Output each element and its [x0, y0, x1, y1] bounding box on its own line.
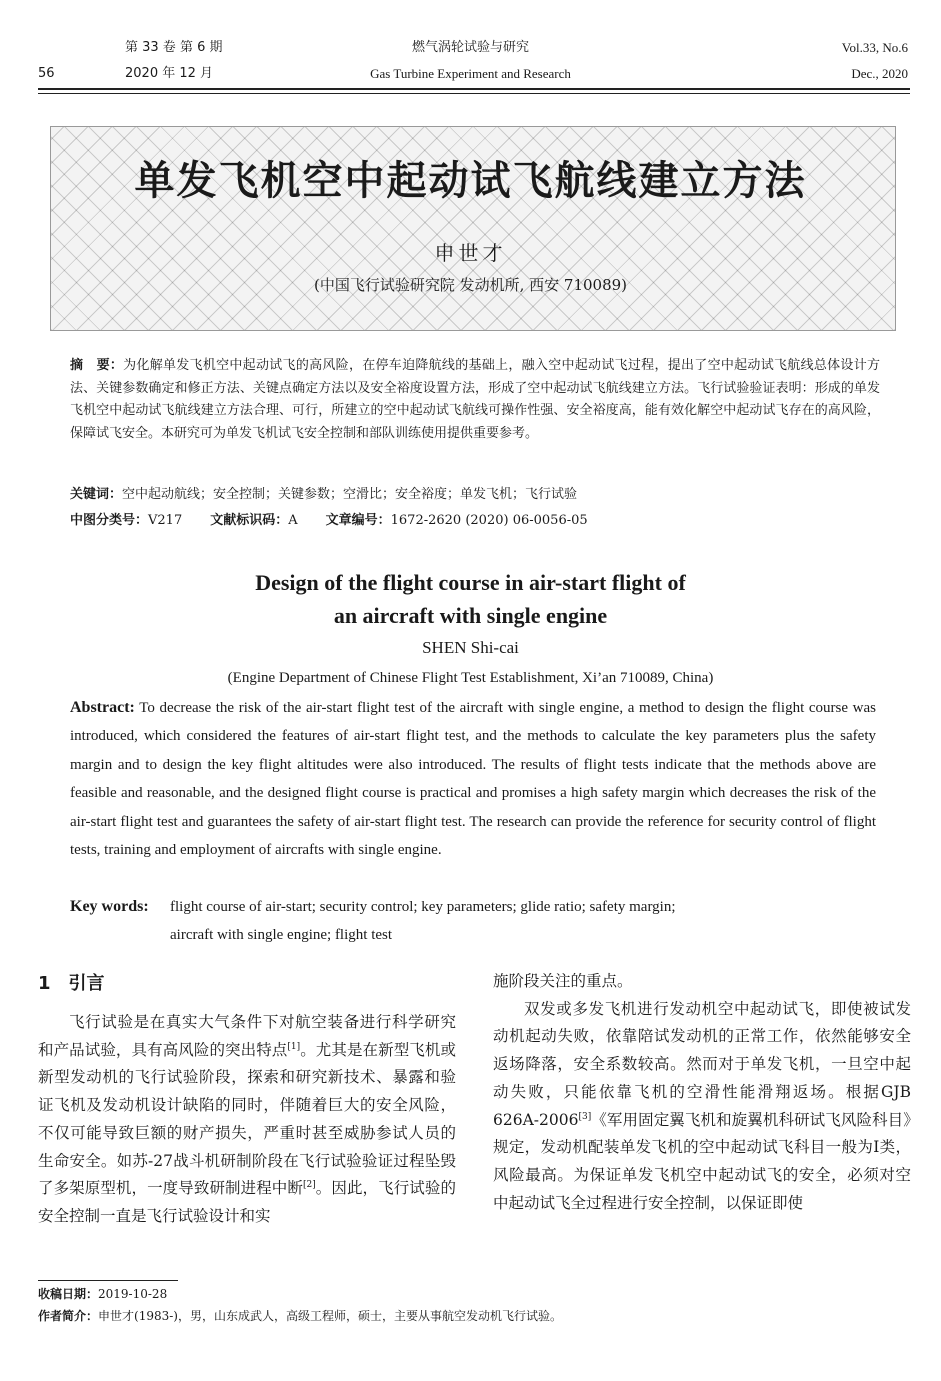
title-en — [0, 566, 941, 632]
abstract-cn-text: 为化解单发飞机空中起动试飞的高风险，在停车迫降航线的基础上，融入空中起动试飞过程，提出了空中起动试飞航线总体设计方法、关键参数确定和修正方法、关键点确定方法以及安全裕度设置方法，形成了空中起动试飞航线建立方法。飞行试验验证表明：形成的单发飞机空中起动试飞航线建立方法合理、可行，所建立的空中起动试飞航线可操作性强、安全裕度高，能有效化解空中起动试飞存在的高风险，保障试飞安全。本研究可为单发飞机试飞安全控制和部队训练使用提供重要参考。 — [70, 358, 880, 441]
body-column-right — [493, 968, 911, 1217]
clc-value: V217 — [148, 513, 183, 528]
keywords-en-label: Key words: — [70, 898, 149, 915]
title-cn: 单发飞机空中起动试飞航线建立方法 — [134, 158, 807, 204]
author-bio — [38, 1307, 562, 1325]
author-cn: 申世才 — [434, 241, 507, 265]
article-no-value: 1672-2620 (2020) 06-0056-05 — [390, 513, 588, 528]
abstract-en-text: To decrease the risk of the air-start flight test of the aircraft with single engine, a method to design the flight course was introduced, which considered the features of air-start flight test, and the methods to calculate the key parameters plus the safety margin and to design the key flight altitudes were also introduced. The results of flight tests indicate that the methods above are feasible and reasonable, and the designed flight course is practical and promises a high safety margin which decreases the risk of the air-start flight test and guarantees the safety of air-start flight test. The research can provide the reference for security control of flight tests, training and employment of aircrafts with single engine. — [70, 700, 876, 859]
paragraph — [493, 996, 911, 1218]
keywords-cn-text: 空中起动航线；安全控制；关键参数；空滑比；安全裕度；单发飞机；飞行试验 — [122, 487, 578, 502]
citation: [3] — [578, 1111, 592, 1122]
keywords-en-line2: aircraft with single engine; flight test — [170, 927, 393, 943]
date-cn: 2020 年 12 月 — [125, 66, 214, 81]
received-date — [38, 1285, 167, 1303]
page-number: 56 — [38, 66, 55, 81]
keywords-cn-label: 关键词： — [70, 487, 123, 502]
journal-name-cn: 燃气涡轮试验与研究 — [411, 40, 529, 55]
body-column-left — [38, 1009, 456, 1231]
keywords-cn — [70, 485, 880, 505]
paragraph-text: 双发或多发飞机进行发动机空中起动试飞，即使被试发动机起动失败，依靠陪试发动机的正常工作，依然能够安全返场降落，安全系数较高。然而对于单发飞机，一旦空中起动失败，只能依靠飞机的空滑性能滑翔返场。根据GJB 626A-2006 — [493, 999, 911, 1129]
article-no-label: 文章编号： — [325, 513, 391, 528]
clc-label: 中图分类号： — [70, 513, 149, 528]
classification-line — [70, 511, 880, 531]
affiliation-cn: (中国飞行试验研究院 发动机所, 西安 710089) — [313, 276, 628, 294]
header-rule-thin — [38, 93, 910, 94]
bio-text: 申世才(1983-)，男，山东成武人，高级工程师，硕士，主要从事航空发动机飞行试验。 — [98, 1309, 562, 1323]
paragraph — [38, 1009, 456, 1231]
section-1-title: 1 引言 — [38, 973, 105, 994]
header-rule-thick — [38, 88, 910, 90]
paragraph-text: 《军用固定翼飞机和旋翼机科研试飞风险科目》规定，发动机配装单发飞机的空中起动试飞科目一般为Ⅰ类，风险最高。为保证单发飞机空中起动试飞的安全，必须对空中起动试飞全过程进行安全控制，以保证即使 — [493, 1110, 911, 1212]
paragraph-text: 。尤其是在新型飞机或新型发动机的飞行试验阶段，探索和研究新技术、暴露和验证飞机及发动机设计缺陷的同时，伴随着巨大的安全风险，不仅可能导致巨额的财产损失，严重时甚至威胁参试人员的生命安全。如苏-27战斗机研制阶段在飞行试验验证过程坠毁了多架原型机，一度导致研制进程中断 — [38, 1040, 456, 1198]
doc-code-value: A — [288, 513, 298, 528]
received-value: 2019-10-28 — [98, 1287, 168, 1301]
footnote-rule — [38, 1280, 178, 1281]
citation: [1] — [287, 1041, 301, 1052]
volume-issue-en: Vol.33, No.6 — [841, 40, 908, 55]
citation: [2] — [302, 1180, 316, 1191]
doc-code-label: 文献标识码： — [210, 513, 289, 528]
paragraph-continuation: 施阶段关注的重点。 — [493, 972, 633, 990]
author-en: SHEN Shi-cai — [422, 638, 519, 657]
abstract-en-label: Abstract: — [70, 699, 135, 716]
abstract-en — [70, 694, 876, 864]
bio-label: 作者简介： — [38, 1309, 99, 1323]
date-en: Dec., 2020 — [851, 66, 908, 81]
paragraph-text: 飞行试验是在真实大气条件下对航空装备进行科学研究和产品试验，具有高风险的突出特点 — [38, 1013, 456, 1059]
title-en-line1: Design of the flight course in air-start flight of — [255, 570, 686, 595]
received-label: 收稿日期： — [38, 1287, 99, 1301]
abstract-cn — [70, 355, 880, 445]
abstract-cn-label: 摘 要： — [70, 358, 124, 373]
paragraph-text: 。因此，飞行试验的安全控制一直是飞行试验设计和实 — [38, 1179, 456, 1225]
affiliation-en: (Engine Department of Chinese Flight Test Establishment, Xi’an 710089, China) — [227, 670, 714, 686]
volume-issue-cn: 第 33 卷 第 6 期 — [125, 40, 223, 55]
title-en-line2: an aircraft with single engine — [333, 603, 608, 628]
journal-name-en: Gas Turbine Experiment and Research — [370, 66, 571, 81]
keywords-en-line1: flight course of air-start; security control; key parameters; glide ratio; safety margin; — [170, 899, 676, 915]
